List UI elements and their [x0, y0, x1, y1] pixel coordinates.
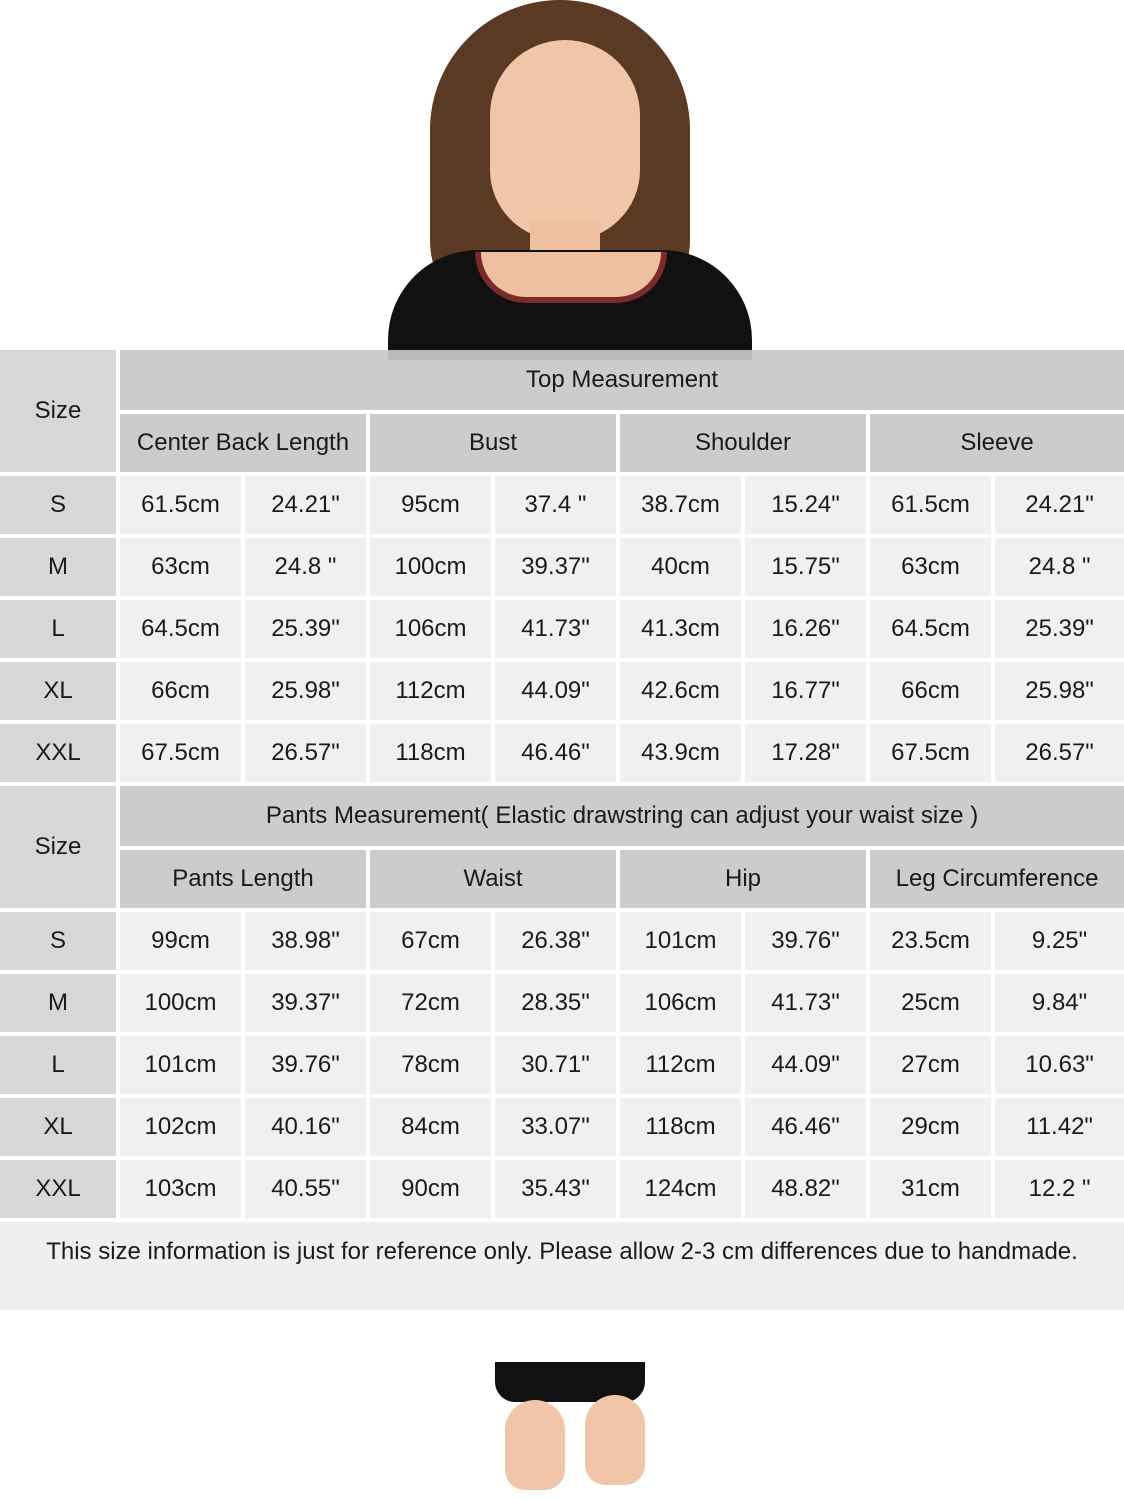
pants-value-cell: 46.46": [745, 1098, 870, 1160]
top-value-cell: 118cm: [370, 724, 495, 786]
top-value-cell: 25.98": [245, 662, 370, 724]
top-value-cell: 61.5cm: [870, 476, 995, 538]
pants-value-cell: 38.98": [245, 912, 370, 974]
size-chart: [0, 350, 1124, 1310]
top-value-cell: 24.8 ": [245, 538, 370, 600]
pants-value-cell: 90cm: [370, 1160, 495, 1222]
pants-value-cell: 26.38": [495, 912, 620, 974]
pants-size-cell: S: [0, 912, 120, 974]
top-size-cell: M: [0, 538, 120, 600]
top-size-row: [0, 724, 1124, 786]
top-value-cell: 100cm: [370, 538, 495, 600]
pants-value-cell: 124cm: [620, 1160, 745, 1222]
pants-value-cell: 112cm: [620, 1036, 745, 1098]
pants-size-row: [0, 974, 1124, 1036]
pants-value-cell: 29cm: [870, 1098, 995, 1160]
top-value-cell: 41.3cm: [620, 600, 745, 662]
top-col-bust: Bust: [370, 414, 620, 476]
pants-value-cell: 44.09": [745, 1036, 870, 1098]
pants-value-cell: 25cm: [870, 974, 995, 1036]
pants-value-cell: 23.5cm: [870, 912, 995, 974]
pants-value-cell: 28.35": [495, 974, 620, 1036]
top-value-cell: 42.6cm: [620, 662, 745, 724]
top-col-sleeve: Sleeve: [870, 414, 1124, 476]
pants-value-cell: 12.2 ": [995, 1160, 1124, 1222]
top-value-cell: 43.9cm: [620, 724, 745, 786]
pants-measurement-title: Pants Measurement( Elastic drawstring can adjust your waist size ): [120, 786, 1124, 850]
top-col-center-back-length: Center Back Length: [120, 414, 370, 476]
pants-value-cell: 10.63": [995, 1036, 1124, 1098]
top-value-cell: 44.09": [495, 662, 620, 724]
pants-value-cell: 40.16": [245, 1098, 370, 1160]
pants-value-cell: 102cm: [120, 1098, 245, 1160]
top-size-row: [0, 538, 1124, 600]
pants-value-cell: 11.42": [995, 1098, 1124, 1160]
top-size-cell: L: [0, 600, 120, 662]
pants-value-cell: 39.37": [245, 974, 370, 1036]
pants-size-row: [0, 912, 1124, 974]
pants-value-cell: 78cm: [370, 1036, 495, 1098]
top-size-cell: XL: [0, 662, 120, 724]
pants-value-cell: 31cm: [870, 1160, 995, 1222]
pants-value-cell: 30.71": [495, 1036, 620, 1098]
pants-value-cell: 33.07": [495, 1098, 620, 1160]
pants-size-cell: L: [0, 1036, 120, 1098]
pants-value-cell: 48.82": [745, 1160, 870, 1222]
pants-value-cell: 101cm: [620, 912, 745, 974]
pants-value-cell: 40.55": [245, 1160, 370, 1222]
top-value-cell: 24.8 ": [995, 538, 1124, 600]
top-value-cell: 26.57": [245, 724, 370, 786]
top-value-cell: 66cm: [120, 662, 245, 724]
top-value-cell: 61.5cm: [120, 476, 245, 538]
pants-col-hip: Hip: [620, 850, 870, 912]
top-value-cell: 67.5cm: [870, 724, 995, 786]
top-value-cell: 46.46": [495, 724, 620, 786]
pants-size-cell: XL: [0, 1098, 120, 1160]
top-value-cell: 24.21": [995, 476, 1124, 538]
model-neckline: [475, 252, 667, 303]
pants-size-cell: M: [0, 974, 120, 1036]
size-disclaimer-note: This size information is just for reference only. Please allow 2-3 cm differences due to handmade.: [0, 1222, 1124, 1310]
model-left-foot: [505, 1400, 565, 1490]
pants-col-pants-length: Pants Length: [120, 850, 370, 912]
top-measurement-section: [0, 350, 1124, 786]
pants-value-cell: 39.76": [745, 912, 870, 974]
pants-value-cell: 39.76": [245, 1036, 370, 1098]
top-col-shoulder: Shoulder: [620, 414, 870, 476]
top-value-cell: 95cm: [370, 476, 495, 538]
top-value-cell: 112cm: [370, 662, 495, 724]
top-value-cell: 63cm: [120, 538, 245, 600]
top-value-cell: 15.24": [745, 476, 870, 538]
top-value-cell: 15.75": [745, 538, 870, 600]
top-value-cell: 25.98": [995, 662, 1124, 724]
pants-value-cell: 84cm: [370, 1098, 495, 1160]
pants-value-cell: 9.84": [995, 974, 1124, 1036]
pants-value-cell: 72cm: [370, 974, 495, 1036]
pants-value-cell: 41.73": [745, 974, 870, 1036]
top-value-cell: 25.39": [995, 600, 1124, 662]
pants-value-cell: 118cm: [620, 1098, 745, 1160]
top-value-cell: 26.57": [995, 724, 1124, 786]
top-value-cell: 106cm: [370, 600, 495, 662]
pants-value-cell: 101cm: [120, 1036, 245, 1098]
pants-value-cell: 35.43": [495, 1160, 620, 1222]
top-value-cell: 64.5cm: [870, 600, 995, 662]
pants-size-header: Size: [0, 786, 120, 912]
top-value-cell: 37.4 ": [495, 476, 620, 538]
pants-value-cell: 100cm: [120, 974, 245, 1036]
top-value-cell: 38.7cm: [620, 476, 745, 538]
top-value-cell: 67.5cm: [120, 724, 245, 786]
top-value-cell: 39.37": [495, 538, 620, 600]
top-value-cell: 40cm: [620, 538, 745, 600]
pants-value-cell: 67cm: [370, 912, 495, 974]
top-size-header: Size: [0, 350, 120, 476]
model-face: [490, 40, 640, 240]
pants-col-leg-circumference: Leg Circumference: [870, 850, 1124, 912]
pants-value-cell: 27cm: [870, 1036, 995, 1098]
pants-col-waist: Waist: [370, 850, 620, 912]
pants-size-cell: XXL: [0, 1160, 120, 1222]
top-size-cell: S: [0, 476, 120, 538]
pants-size-row: [0, 1098, 1124, 1160]
top-value-cell: 16.26": [745, 600, 870, 662]
top-measurement-title: Top Measurement: [120, 350, 1124, 414]
pants-measurement-section: [0, 786, 1124, 1222]
pants-value-cell: 9.25": [995, 912, 1124, 974]
pants-value-cell: 103cm: [120, 1160, 245, 1222]
top-value-cell: 64.5cm: [120, 600, 245, 662]
top-value-cell: 17.28": [745, 724, 870, 786]
top-value-cell: 66cm: [870, 662, 995, 724]
top-value-cell: 25.39": [245, 600, 370, 662]
top-value-cell: 24.21": [245, 476, 370, 538]
top-size-row: [0, 662, 1124, 724]
top-size-row: [0, 476, 1124, 538]
pants-size-row: [0, 1036, 1124, 1098]
top-value-cell: 41.73": [495, 600, 620, 662]
pants-value-cell: 106cm: [620, 974, 745, 1036]
pants-value-cell: 99cm: [120, 912, 245, 974]
top-value-cell: 16.77": [745, 662, 870, 724]
size-table: [0, 350, 1124, 1222]
top-value-cell: 63cm: [870, 538, 995, 600]
top-size-cell: XXL: [0, 724, 120, 786]
model-right-foot: [585, 1395, 645, 1485]
top-size-row: [0, 600, 1124, 662]
pants-size-row: [0, 1160, 1124, 1222]
